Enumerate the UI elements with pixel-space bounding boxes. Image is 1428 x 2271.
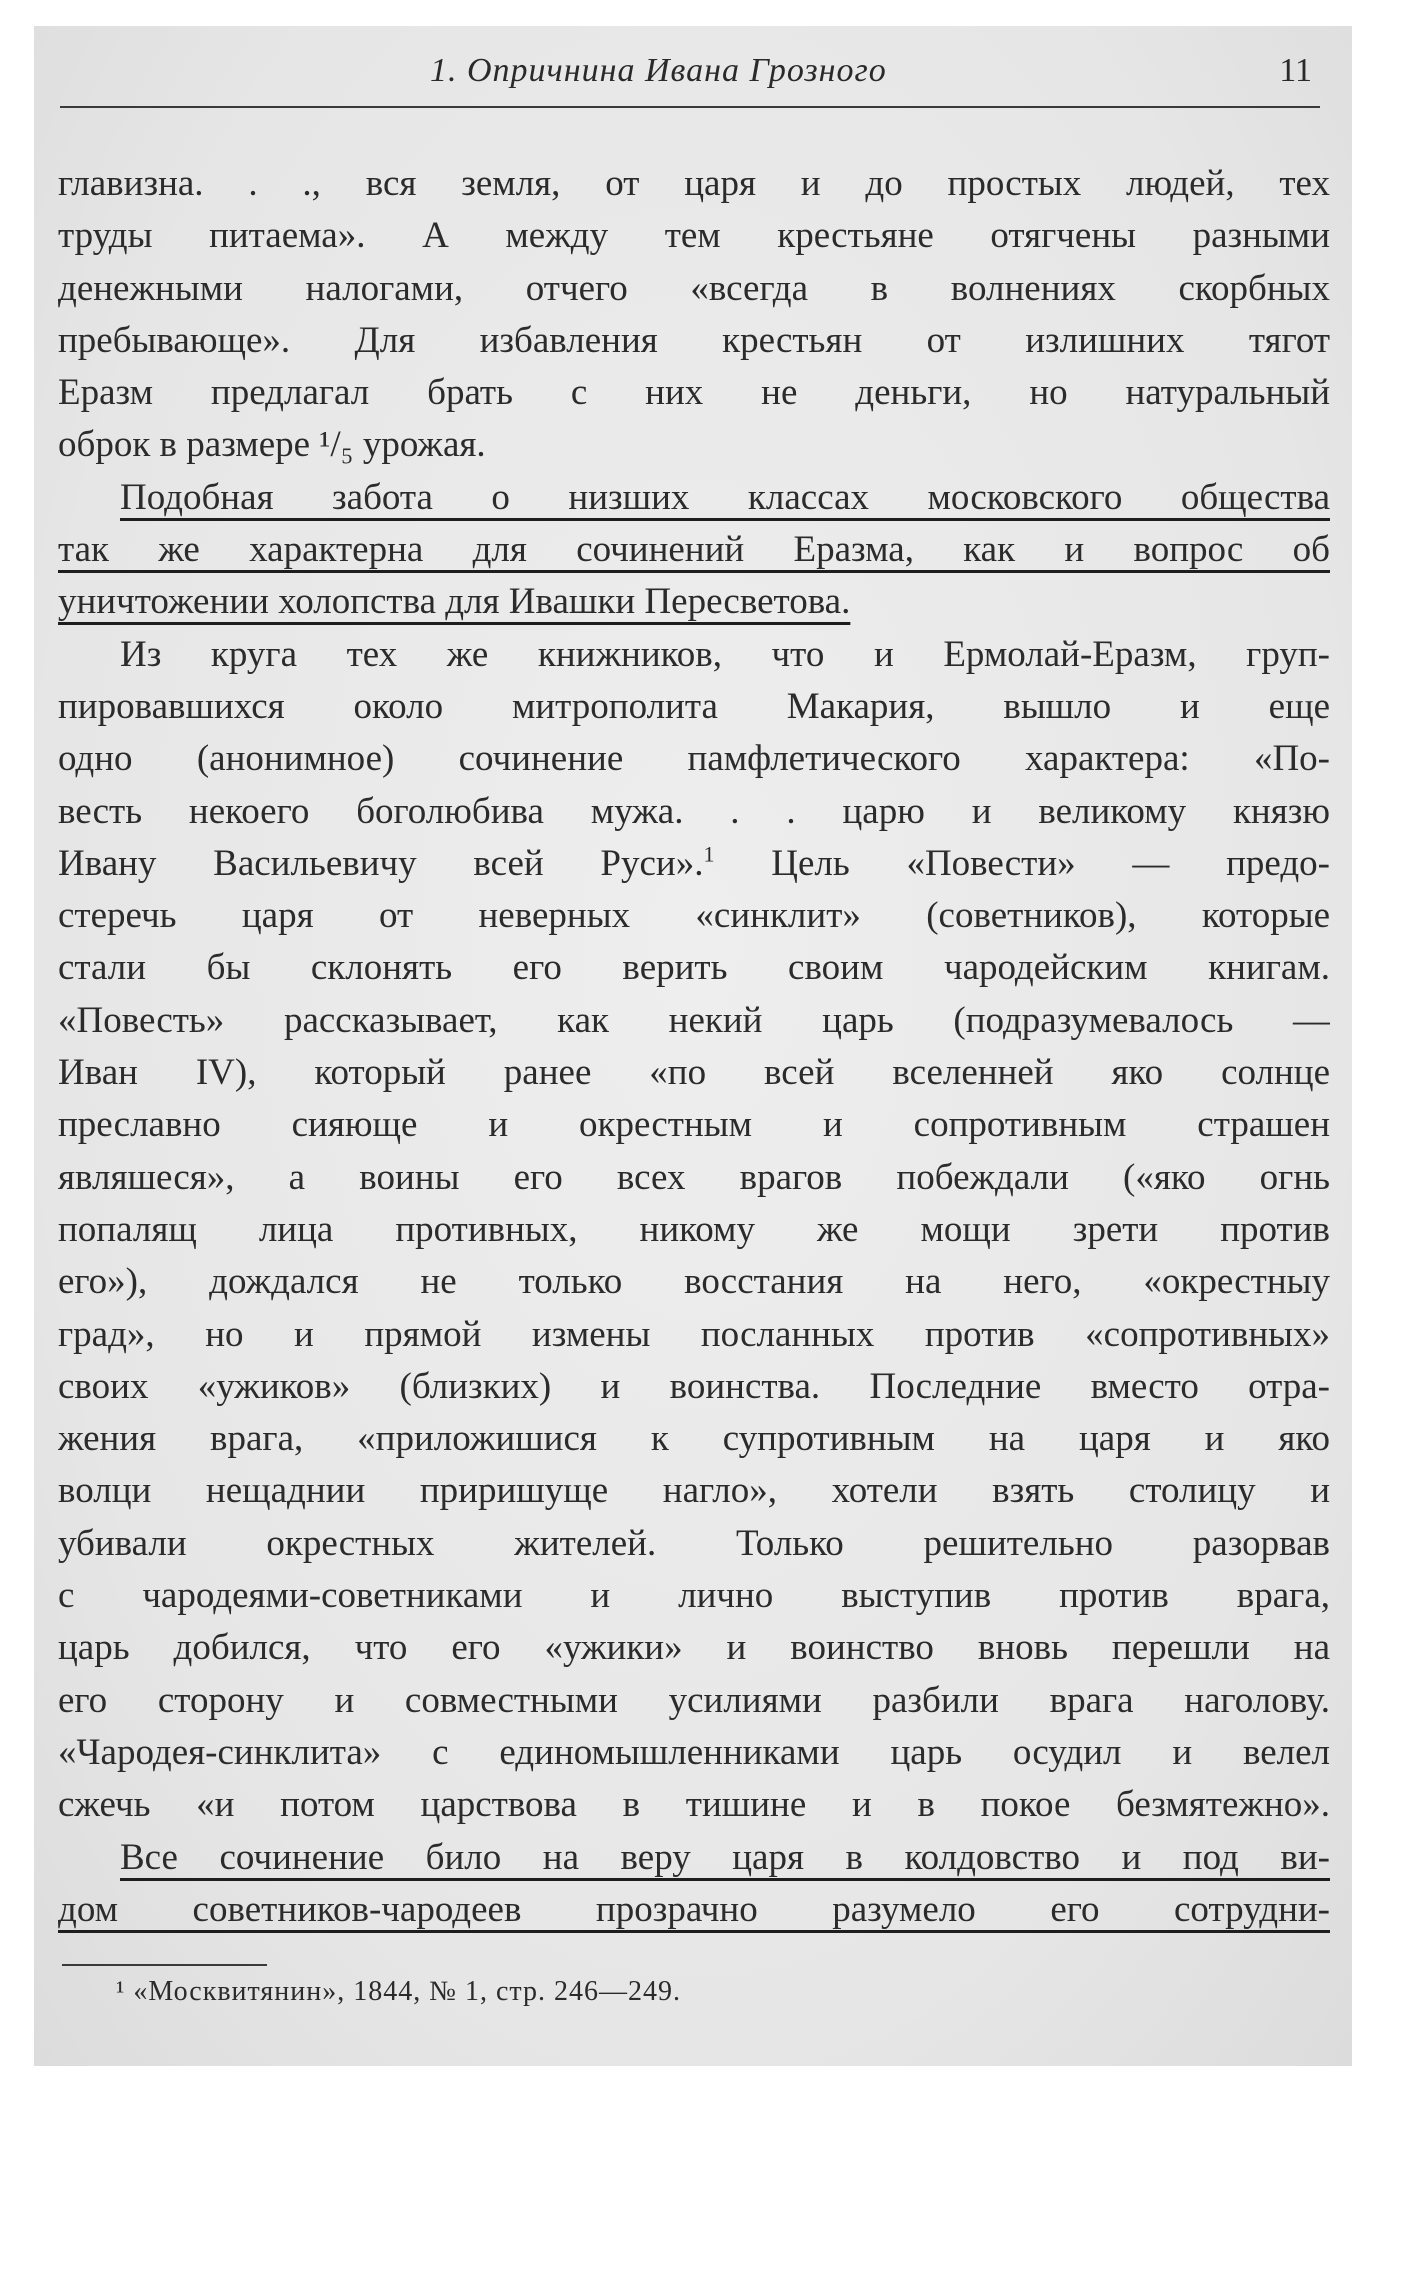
text-line: Из круга тех же книжников, что и Ермолай-Еразм, груп- [120, 633, 1330, 675]
underlined-text: Все сочинение било на веру царя в колдовство и под ви- [120, 1836, 1330, 1878]
text-line-underlined [58, 1832, 1330, 1884]
text-line: труды питаема». А между тем крестьяне отягчены разными [58, 215, 1330, 257]
text-line: Иван IV), который ранее «по всей вселенней яко солнце [58, 1052, 1330, 1094]
text-line-underlined [58, 524, 1330, 576]
text-line: жения врага, «приложишися к супротивным на царя и яко [58, 1418, 1330, 1460]
text-line: оброк в размере ¹/₅ урожая. [58, 424, 486, 466]
text-line: град», но и прямой измены посланных против «сопротивных» [58, 1313, 1330, 1355]
text-segment: Цель «Повести» — предо- [714, 842, 1330, 884]
text-line: своих «ужиков» (близких) и воинства. Последние вместо отра- [58, 1365, 1330, 1407]
text-line: стеречь царя от неверных «синклит» (советников), которые [58, 895, 1330, 937]
footnote-ref: 1 [703, 841, 715, 867]
page-number: 11 [1279, 52, 1312, 89]
body-text [58, 158, 1330, 1936]
footnote-marker: ¹ [116, 1976, 126, 2007]
underlined-text: дом советников-чародеев прозрачно разумело его сотрудни- [58, 1888, 1330, 1930]
running-header [60, 48, 1320, 108]
underlined-text: Подобная забота о низших классах московского общества [120, 476, 1330, 518]
text-line: его»), дождался не только восстания на него, «окрестныу [58, 1261, 1330, 1303]
text-line-underlined [58, 1884, 1330, 1936]
text-line: денежными налогами, отчего «всегда в волнениях скорбных [58, 267, 1330, 309]
text-line-underlined [58, 576, 1330, 628]
text-line: главизна. . ., вся земля, от царя и до простых людей, тех [58, 163, 1330, 204]
text-line: являшеся», а воины его всех врагов побеждали («яко огнь [58, 1156, 1330, 1198]
text-line: попалящ лица противных, никому же мощи зрети против [58, 1208, 1330, 1250]
footnote-divider [62, 1964, 267, 1966]
text-line: преславно сияюще и окрестным и сопротивным страшен [58, 1104, 1330, 1146]
footnote-text: «Москвитянин», 1844, № 1, стр. 246—249. [133, 1976, 681, 2007]
text-line: Еразм предлагал брать с них не деньги, но натуральный [58, 372, 1330, 414]
text-line: весть некоего боголюбива мужа. . . царю и великому князю [58, 790, 1330, 832]
text-line-underlined [58, 472, 1330, 524]
text-line: убивали окрестных жителей. Только решительно разорвав [58, 1522, 1330, 1564]
text-segment: Ивану Васильевичу всей Руси». [58, 842, 704, 884]
text-line: царь добился, что его «ужики» и воинство вновь перешли на [58, 1627, 1330, 1669]
text-line: «Повесть» рассказывает, как некий царь (подразумевалось — [58, 999, 1330, 1041]
text-line: его сторону и совместными усилиями разбили врага наголову. [58, 1679, 1330, 1721]
underlined-text: так же характерна для сочинений Еразма, как и вопрос об [58, 529, 1330, 571]
text-line: пребывающе». Для избавления крестьян от излишних тягот [58, 319, 1330, 361]
underlined-text: уничтожении холопства для Ивашки Пересветова. [58, 581, 851, 623]
text-line: с чародеями-советниками и лично выступив против врага, [58, 1575, 1330, 1617]
text-line-with-footnote [58, 838, 1330, 890]
text-line: сжечь «и потом царствова в тишине и в покое безмятежно». [58, 1784, 1330, 1826]
text-line: волци нещаднии приришуще нагло», хотели взять столицу и [58, 1470, 1330, 1512]
header-title: 1. Опричнина Ивана Грозного [430, 52, 887, 89]
text-line: «Чародея-синклита» с единомышленниками царь осудил и велел [58, 1731, 1330, 1773]
text-line: одно (анонимное) сочинение памфлетического характера: «По- [58, 738, 1330, 780]
text-line: пировавшихся около митрополита Макария, вышло и еще [58, 685, 1330, 727]
text-line: стали бы склонять его верить своим чародейским книгам. [58, 947, 1330, 989]
footnote [116, 1976, 681, 2008]
